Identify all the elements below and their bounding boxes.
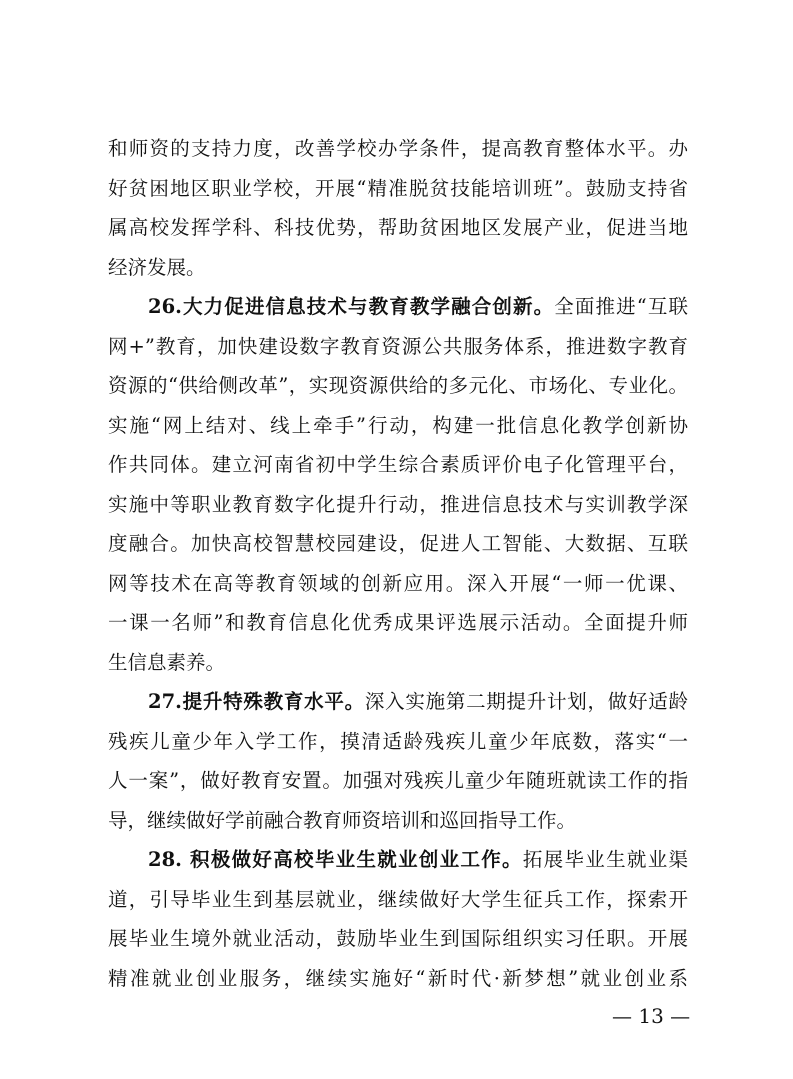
document-body xyxy=(108,129,688,998)
page-number: — 13 — xyxy=(612,1004,691,1028)
text-line: 道，引导毕业生到基层就业，继续做好大学生征兵工作，探索开 xyxy=(108,887,688,911)
text-run: 全面推进“互联 xyxy=(554,295,688,318)
text-line: 资源的“供给侧改革”，实现资源供给的多元化、市场化、专业化。 xyxy=(108,374,688,397)
section-heading-26: 26.大力促进信息技术与教育教学融合创新。 xyxy=(148,295,555,318)
text-line: 属高校发挥学科、科技优势，帮助贫困地区发展产业，促进当地 xyxy=(108,216,688,239)
text-line: 导，继续做好学前融合教育师资培训和巡回指导工作。 xyxy=(108,808,577,832)
text-line: 人一案”，做好教育安置。加强对残疾儿童少年随班就读工作的指 xyxy=(108,769,688,792)
text-line: 生信息素养。 xyxy=(108,650,226,674)
text-line: 和师资的支持力度，改善学校办学条件，提高教育整体水平。办 xyxy=(108,137,688,160)
text-line: 经济发展。 xyxy=(108,255,206,279)
text-line: 残疾儿童少年入学工作，摸清适龄残疾儿童少年底数，落实“一 xyxy=(108,729,688,753)
text-line: 作共同体。建立河南省初中学生综合素质评价电子化管理平台， xyxy=(108,453,688,476)
text-line: 实施中等职业教育数字化提升行动，推进信息技术与实训教学深 xyxy=(108,492,688,516)
section-heading-27: 27.提升特殊教育水平。 xyxy=(148,690,365,713)
text-line: 网+”教育，加快建设数字教育资源公共服务体系，推进数字教育 xyxy=(108,334,688,358)
text-line: 展毕业生境外就业活动，鼓励毕业生到国际组织实习任职。开展 xyxy=(108,927,688,950)
text-run: 深入实施第二期提升计划，做好适龄 xyxy=(364,690,688,713)
paragraph-first-line xyxy=(108,840,688,880)
text-line: 好贫困地区职业学校，开展“精准脱贫技能培训班”。鼓励支持省 xyxy=(108,176,688,200)
paragraph-first-line xyxy=(108,287,688,327)
paragraph-first-line xyxy=(108,682,688,722)
text-line: 一课一名师”和教育信息化优秀成果评选展示活动。全面提升师 xyxy=(108,611,688,634)
text-line: 精准就业创业服务，继续实施好“新时代·新梦想”就业创业系 xyxy=(108,966,688,990)
text-run: 拓展毕业生就业渠 xyxy=(522,848,688,871)
section-heading-28: 28. 积极做好高校毕业生就业创业工作。 xyxy=(148,848,523,871)
text-line: 实施“网上结对、线上牵手”行动，构建一批信息化教学创新协 xyxy=(108,413,688,437)
text-line: 度融合。加快高校智慧校园建设，促进人工智能、大数据、互联 xyxy=(108,532,688,555)
text-line: 网等技术在高等教育领域的创新应用。深入开展“一师一优课、 xyxy=(108,571,688,595)
